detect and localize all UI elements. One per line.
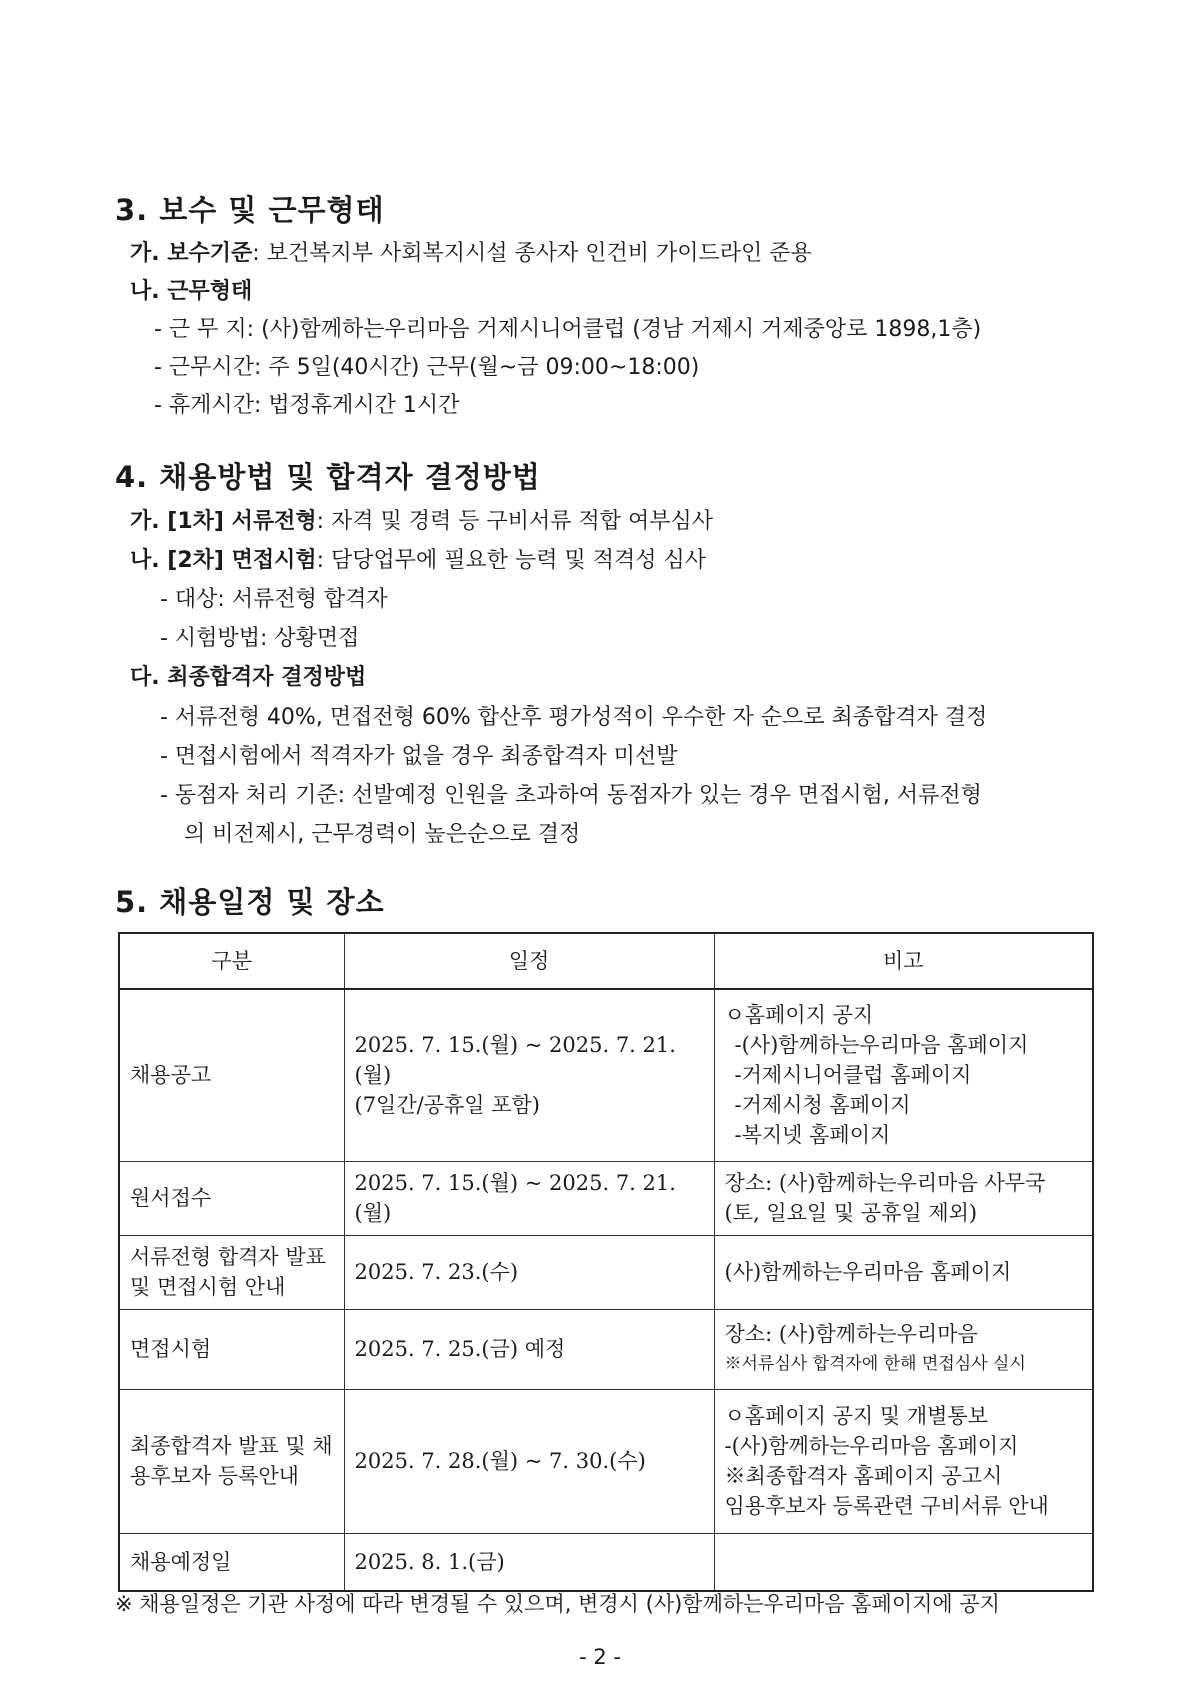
row-schedule: 2025. 7. 15.(월) ~ 2025. 7. 21. (월) (7일간/공휴일 포함)	[344, 989, 714, 1161]
s4-target: - 대상: 서류전형 합격자	[160, 587, 388, 612]
row-category: 면접시험	[119, 1309, 344, 1389]
table-row	[119, 1161, 1093, 1235]
s4-stage-1-label: 가. [1차] 서류전형	[130, 509, 317, 534]
s4-stage-2	[130, 543, 706, 574]
s4-final-item-3: - 동점자 처리 기준: 선발예정 인원을 초과하여 동점자가 있는 경우 면접시험, 서류전형	[160, 783, 982, 808]
table-row	[119, 989, 1093, 1161]
row-category: 채용공고	[119, 989, 344, 1161]
s3-work-location: - 근 무 지: (사)함께하는우리마음 거제시니어클럽 (경남 거제시 거제중앙로 1898,1층)	[154, 317, 982, 342]
s4-stage-1	[130, 504, 713, 535]
s4-final-item-2: - 면접시험에서 적격자가 없을 경우 최종합격자 미선발	[160, 744, 678, 769]
s4-final-item-3-cont: 의 비전제시, 근무경력이 높은순으로 결정	[184, 822, 581, 847]
row-schedule: 2025. 7. 25.(금) 예정	[344, 1309, 714, 1389]
table-row	[119, 1309, 1093, 1389]
s4-stage-2-label: 나. [2차] 면접시험	[130, 548, 317, 573]
s3-break-time: - 휴게시간: 법정휴게시간 1시간	[154, 393, 460, 418]
header-category: 구분	[119, 933, 344, 989]
table-row	[119, 1389, 1093, 1533]
row-remarks	[714, 1533, 1093, 1591]
section-3-title: 3. 보수 및 근무형태	[115, 193, 385, 227]
s4-stage-2-text: : 담당업무에 필요한 능력 및 적격성 심사	[316, 548, 707, 573]
row-remarks: 장소: (사)함께하는우리마음 사무국 (토, 일요일 및 공휴일 제외)	[714, 1161, 1093, 1235]
s3-pay-text: : 보건복지부 사회복지시설 종사자 인건비 가이드라인 준용	[252, 241, 812, 266]
section-4-title: 4. 채용방법 및 합격자 결정방법	[115, 460, 541, 494]
row-schedule: 2025. 7. 28.(월) ~ 7. 30.(수)	[344, 1389, 714, 1533]
row-schedule: 2025. 7. 15.(월) ~ 2025. 7. 21. (월)	[344, 1161, 714, 1235]
section-5-title: 5. 채용일정 및 장소	[115, 885, 385, 919]
schedule-footnote: ※ 채용일정은 기관 사정에 따라 변경될 수 있으며, 변경시 (사)함께하는우리마음 홈페이지에 공지	[115, 1592, 1000, 1616]
row-category: 최종합격자 발표 및 채용후보자 등록안내	[119, 1389, 344, 1533]
row-category: 서류전형 합격자 발표 및 면접시험 안내	[119, 1235, 344, 1309]
row-remarks: 장소: (사)함께하는우리마음 ※서류심사 합격자에 한해 면접심사 실시	[714, 1309, 1093, 1389]
header-remarks: 비고	[714, 933, 1093, 989]
row-remarks-small-note: ※서류심사 합격자에 한해 면접심사 실시	[724, 1354, 1026, 1374]
row-schedule: 2025. 7. 23.(수)	[344, 1235, 714, 1309]
table-row	[119, 1533, 1093, 1591]
s4-final-label: 다. 최종합격자 결정방법	[130, 665, 367, 690]
row-remarks: ㅇ홈페이지 공지 -(사)함께하는우리마음 홈페이지 -거제시니어클럽 홈페이지 -거제시청 홈페이지 -복지넷 홈페이지	[714, 989, 1093, 1161]
s3-pay-basis	[130, 236, 812, 267]
s4-stage-1-text: : 자격 및 경력 등 구비서류 적합 여부심사	[316, 509, 714, 534]
page-number: - 2 -	[579, 1645, 621, 1669]
s3-work-type-label: 나. 근무형태	[130, 279, 253, 304]
s4-method: - 시험방법: 상황면접	[160, 626, 360, 651]
row-remarks: ㅇ홈페이지 공지 및 개별통보 -(사)함께하는우리마음 홈페이지 ※최종합격자 홈페이지 공고시 임용후보자 등록관련 구비서류 안내	[714, 1389, 1093, 1533]
row-schedule: 2025. 8. 1.(금)	[344, 1533, 714, 1591]
table-header-row	[119, 933, 1093, 989]
row-remarks: (사)함께하는우리마음 홈페이지	[714, 1235, 1093, 1309]
schedule-table	[118, 932, 1094, 1592]
s3-pay-label: 가. 보수기준	[130, 241, 253, 266]
header-schedule: 일정	[344, 933, 714, 989]
table-row	[119, 1235, 1093, 1309]
s4-final-item-1: - 서류전형 40%, 면접전형 60% 합산후 평가성적이 우수한 자 순으로 최종합격자 결정	[160, 705, 988, 730]
s3-work-hours: - 근무시간: 주 5일(40시간) 근무(월~금 09:00~18:00)	[154, 355, 700, 380]
row-category: 원서접수	[119, 1161, 344, 1235]
row-category: 채용예정일	[119, 1533, 344, 1591]
